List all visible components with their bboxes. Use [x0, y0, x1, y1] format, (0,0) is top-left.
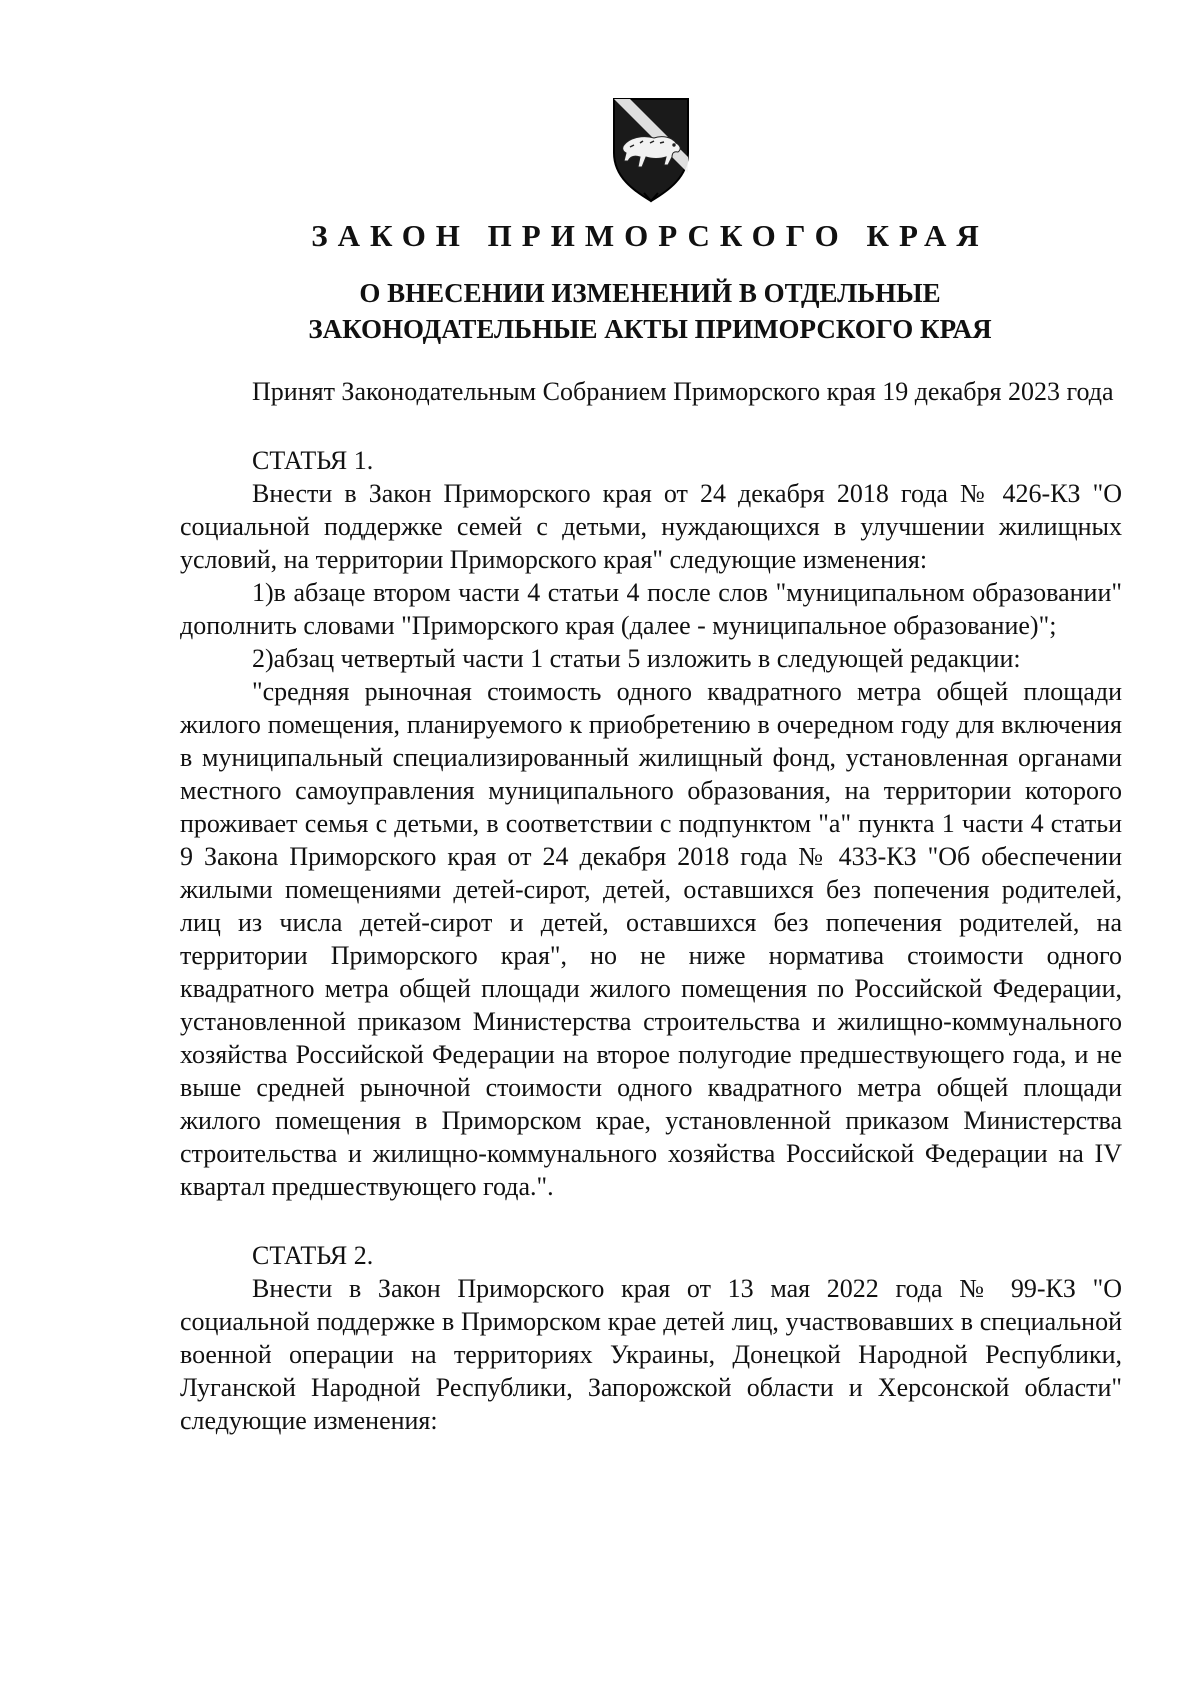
adoption-statement: Принят Законодательным Собранием Приморского края 19 декабря 2023 года [252, 377, 1114, 406]
article-2-intro: Внести в Закон Приморского края от 13 мая 2022 года № 99-КЗ "О социальной поддержке в Приморском крае детей лиц, участвовавших в специальной военной операции на территориях Украины, Донецкой Народной Республики, Луганской Народной Республики, Запорожской области и Херсонской области" следующие изменения: [180, 1274, 1122, 1435]
article-2-heading: СТАТЬЯ 2. [252, 1241, 374, 1270]
coat-of-arms-icon [610, 95, 692, 205]
article-1-heading: СТАТЬЯ 1. [252, 446, 374, 475]
law-title: ЗАКОН ПРИМОРСКОГО КРАЯ [311, 218, 989, 253]
subtitle-line-2: ЗАКОНОДАТЕЛЬНЫЕ АКТЫ ПРИМОРСКОГО КРАЯ [308, 314, 992, 344]
document-body [180, 375, 1122, 1437]
article-1-intro: Внести в Закон Приморского края от 24 декабря 2018 года № 426-КЗ "О социальной поддержке семей с детьми, нуждающихся в улучшении жилищных условий, на территории Приморского края" следующие изменения: [180, 479, 1122, 574]
article-1-quote: "средняя рыночная стоимость одного квадратного метра общей площади жилого помещения, планируемого к приобретению в очередном году для включения в муниципальный специализированный жилищный фонд, установленная органами местного самоуправления муниципального образования, на территории которого проживает семья с детьми, в соответствии с подпунктом "а" пункта 1 части 4 статьи 9 Закона Приморского края от 24 декабря 2018 года № 433-КЗ "Об обеспечении жилыми помещениями детей-сирот, детей, оставшихся без попечения родителей, лиц из числа детей-сирот и детей, оставшихся без попечения родителей, на территории Приморского края", но не ниже норматива стоимости одного квадратного метра общей площади жилого помещения по Российской Федерации, установленной приказом Министерства строительства и жилищно-коммунального хозяйства Российской Федерации на второе полугодие предшествующего года, и не выше средней рыночной стоимости одного квадратного метра общей площади жилого помещения в Приморском крае, установленной приказом Министерства строительства и жилищно-коммунального хозяйства Российской Федерации на IV квартал предшествующего года.". [180, 677, 1122, 1201]
article-1-item-2: 2)абзац четвертый части 1 статьи 5 изложить в следующей редакции: [252, 644, 1021, 673]
law-subtitle [200, 275, 1100, 347]
article-1-item-1: 1)в абзаце втором части 4 статьи 4 после слов "муниципальном образовании" дополнить словами "Приморского края (далее - муниципальное образование)"; [180, 578, 1122, 640]
subtitle-line-1: О ВНЕСЕНИИ ИЗМЕНЕНИЙ В ОТДЕЛЬНЫЕ [359, 278, 941, 308]
